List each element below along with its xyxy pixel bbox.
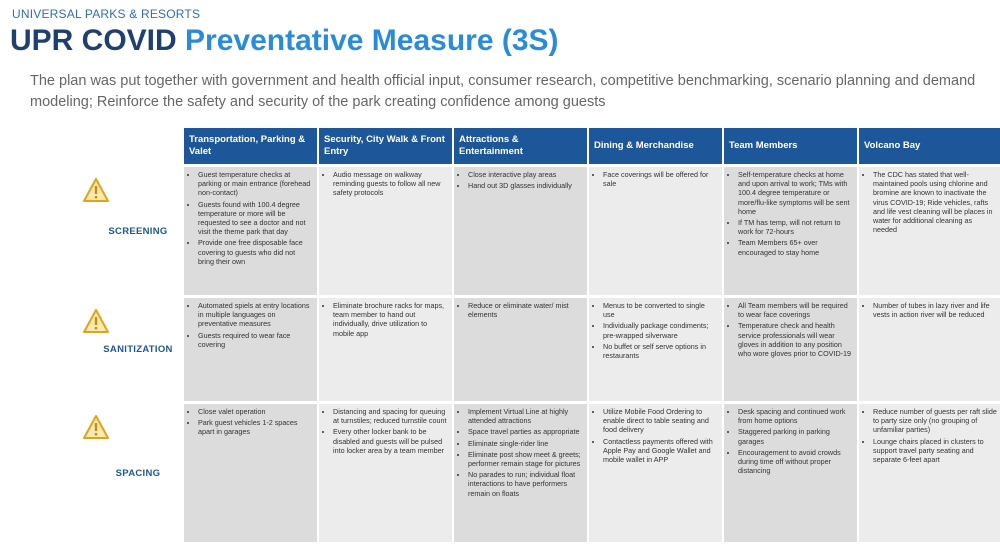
column-header: Volcano Bay — [859, 128, 1000, 164]
bullet-item: • Encouragement to avoid crowds during time off without proper distancing — [738, 448, 853, 476]
bullet-item: • Every other locker bank to be disabled and guests will be pulsed into locker area by a team member — [333, 427, 448, 455]
bullet-list — [188, 407, 313, 437]
table-cell — [589, 167, 722, 295]
bullet-item: • Eliminate post show meet & greets; performer remain stage for pictures — [468, 450, 583, 468]
column-header: Dining & Merchandise — [589, 128, 722, 164]
table-cell — [724, 404, 857, 542]
bullet-item: • Eliminate brochure racks for maps, team member to hand out individually, drive utilization to mobile app — [333, 301, 448, 338]
bullet-item: • Team Members 65+ over encouraged to stay home — [738, 238, 853, 256]
bullet-item: • Number of tubes in lazy river and life vests in action river will be reduced — [873, 301, 998, 319]
table-cell — [589, 404, 722, 542]
column-header: Security, City Walk & Front Entry — [319, 128, 452, 164]
bullet-item: • Distancing and spacing for queuing at turnstiles; reduced turnstile count — [333, 407, 448, 425]
bullet-item: • Eliminate single-rider line — [468, 439, 583, 448]
table-cell — [859, 404, 1000, 542]
bullet-item: • Contactless payments offered with Apple Pay and Google Wallet and mobile wallet in APP — [603, 437, 718, 465]
bullet-item: • Close interactive play areas — [468, 170, 583, 179]
table-cell — [859, 167, 1000, 295]
brand-label: UNIVERSAL PARKS & RESORTS — [12, 7, 201, 21]
row-label-text: SANITIZATION — [103, 344, 173, 355]
bullet-item: • Reduce or eliminate water/ mist elements — [468, 301, 583, 319]
bullet-item: • Guests found with 100.4 degree temperature or more will be requested to see a doctor and not visit the theme park that day — [198, 200, 313, 237]
bullet-item: • Reduce number of guests per raft slide to party size only (no grouping of unfamiliar parties) — [873, 407, 998, 435]
page-subtitle: The plan was put together with government and health official input, consumer research, competitive benchmarking, scenario planning and demand modeling; Reinforce the safety and security of the park creating confidence among guests — [30, 73, 976, 110]
table-cell — [184, 167, 317, 295]
row-label — [94, 167, 182, 295]
column-header: Attractions & Entertainment — [454, 128, 587, 164]
bullet-list — [728, 407, 853, 475]
bullet-item: • Space travel parties as appropriate — [468, 427, 583, 436]
page-title — [10, 24, 559, 58]
table-cell — [319, 298, 452, 401]
bullet-list — [188, 170, 313, 266]
table-cell — [724, 167, 857, 295]
bullet-list — [863, 301, 998, 319]
bullet-item: • Park guest vehicles 1-2 spaces apart in garages — [198, 418, 313, 436]
bullet-list — [458, 407, 583, 498]
bullet-list — [593, 170, 718, 188]
bullet-item: • Individually package condiments; pre-wrapped silverware — [603, 321, 718, 339]
bullet-list — [458, 301, 583, 319]
bullet-item: • No parades to run; individual float interactions to have performers remain on floats — [468, 470, 583, 498]
table-cell — [454, 404, 587, 542]
bullet-list — [323, 407, 448, 455]
column-header: Team Members — [724, 128, 857, 164]
table-cell — [589, 298, 722, 401]
table-cell — [319, 404, 452, 542]
table-cell — [859, 298, 1000, 401]
bullet-item: • Hand out 3D glasses individually — [468, 181, 583, 190]
bullet-item: • Staggered parking in parking garages — [738, 427, 853, 445]
bullet-item: • If TM has temp, will not return to work for 72-hours — [738, 218, 853, 236]
bullet-list — [458, 170, 583, 190]
bullet-item: • Automated spiels at entry locations in multiple languages on preventative measures — [198, 301, 313, 329]
bullet-item: • Self-temperature checks at home and upon arrival to work; TMs with 100.4 degree temperature or more/flu-like symptoms will be sent home — [738, 170, 853, 216]
bullet-item: • Audio message on walkway reminding guests to follow all new safety protocols — [333, 170, 448, 198]
bullet-item: • Guest temperature checks at parking or main entrance (forehead non-contact) — [198, 170, 313, 198]
bullet-item: • Lounge chairs placed in clusters to support travel party seating and separate 6-feet apart — [873, 437, 998, 465]
bullet-list — [323, 301, 448, 338]
bullet-list — [728, 301, 853, 358]
bullet-item: • Close valet operation — [198, 407, 313, 416]
bullet-item: • Menus to be converted to single use — [603, 301, 718, 319]
bullet-item: • Desk spacing and continued work from home options — [738, 407, 853, 425]
bullet-item: • Utilize Mobile Food Ordering to enable direct to table seating and food delivery — [603, 407, 718, 435]
table-cell — [184, 404, 317, 542]
table-cell — [184, 298, 317, 401]
title-accent: Preventative Measure (3S) — [185, 24, 559, 57]
row-label-text: SPACING — [115, 467, 161, 479]
bullet-item: • No buffet or self serve options in restaurants — [603, 342, 718, 360]
table-cell — [724, 298, 857, 401]
row-label-text: SCREENING — [108, 225, 168, 237]
measures-table — [94, 128, 997, 533]
bullet-list — [593, 301, 718, 360]
table-corner — [94, 128, 182, 164]
bullet-list — [728, 170, 853, 257]
bullet-item: • Guests required to wear face covering — [198, 331, 313, 349]
table-cell — [319, 167, 452, 295]
bullet-list — [188, 301, 313, 349]
bullet-list — [863, 407, 998, 464]
table-cell — [454, 298, 587, 401]
bullet-list — [323, 170, 448, 198]
row-label — [94, 298, 182, 401]
bullet-list — [593, 407, 718, 464]
bullet-list — [863, 170, 998, 234]
bullet-item: • Temperature check and health service professionals will wear gloves in addition to any position who wore gloves prior to COVID-19 — [738, 321, 853, 358]
bullet-item: • Face coverings will be offered for sale — [603, 170, 718, 188]
column-header: Transportation, Parking & Valet — [184, 128, 317, 164]
title-main: UPR COVID — [10, 24, 177, 57]
row-label — [94, 404, 182, 542]
bullet-item: • Implement Virtual Line at highly attended attractions — [468, 407, 583, 425]
bullet-item: • The CDC has stated that well-maintained pools using chlorine and bromine are known to inactivate the virus COVID-19; Ride vehicles, rafts and life vest cleaning will be places in water for additional cleaning as needed — [873, 170, 998, 234]
table-cell — [454, 167, 587, 295]
bullet-item: • All Team members will be required to wear face coverings — [738, 301, 853, 319]
bullet-item: • Provide one free disposable face covering to guests who did not bring their own — [198, 238, 313, 266]
